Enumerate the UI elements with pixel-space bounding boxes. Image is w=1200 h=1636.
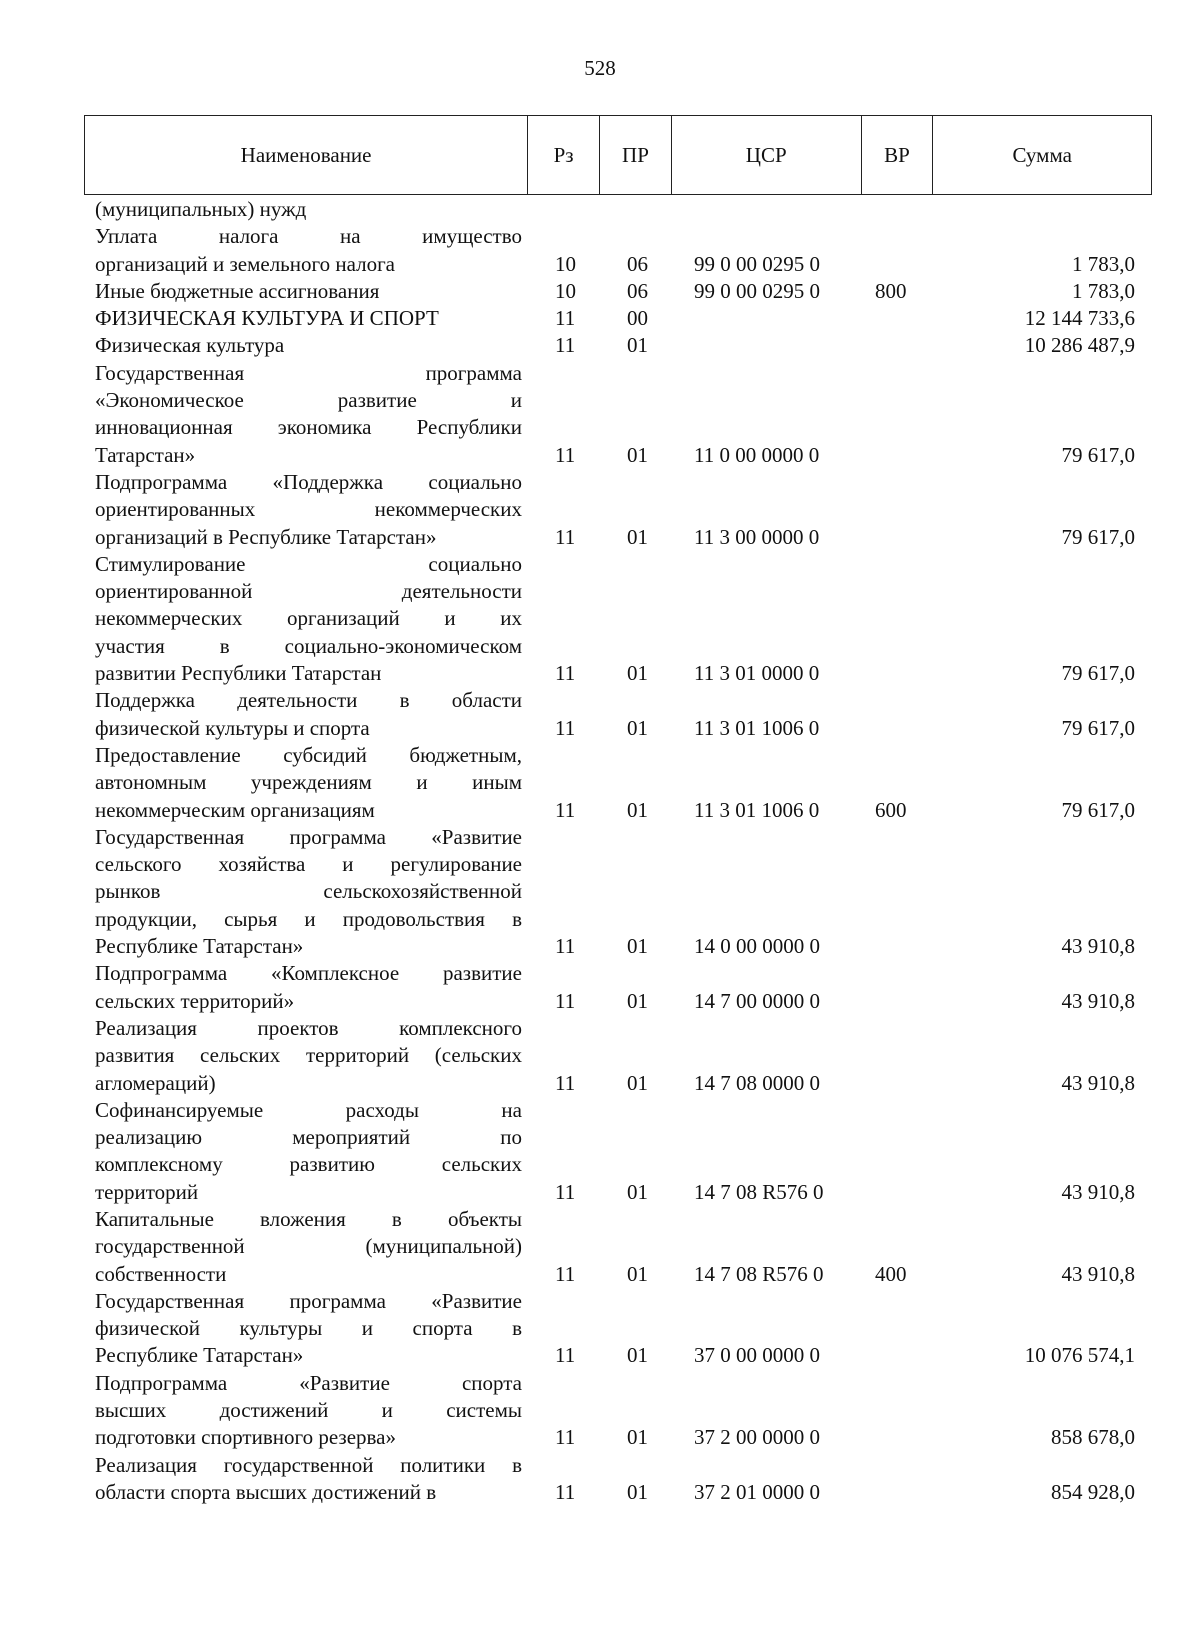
row-name: [95, 223, 522, 278]
row-rz: 11: [555, 524, 576, 549]
row-pr: 01: [627, 1179, 648, 1204]
table-row: [0, 1097, 1200, 1206]
row-csr: 99 0 00 0295 0: [694, 251, 820, 276]
row-name-line: участия в социально-экономическом: [95, 633, 522, 658]
row-name-line: Поддержка деятельности в области: [95, 688, 522, 713]
row-name-line: физической культуры и спорта в: [95, 1316, 522, 1341]
row-sum: 79 617,0: [1061, 797, 1135, 822]
row-rz: 11: [555, 797, 576, 822]
table-row: [0, 1206, 1200, 1288]
row-vr: 800: [875, 278, 907, 303]
row-name-line: собственности: [95, 1261, 227, 1286]
row-name-line: некоммерческим организациям: [95, 797, 375, 822]
table-row: [0, 551, 1200, 687]
table-body: [0, 196, 1200, 1506]
row-sum: 1 783,0: [1072, 278, 1135, 303]
row-csr: 11 3 00 0000 0: [694, 524, 820, 549]
row-rz: 11: [555, 715, 576, 740]
table-row: [0, 742, 1200, 824]
row-csr: 11 3 01 0000 0: [694, 661, 820, 686]
row-pr: 00: [627, 306, 648, 331]
header-sum: Сумма: [1012, 142, 1072, 167]
row-name-line: Подпрограмма «Поддержка социально: [95, 469, 522, 494]
row-pr: 06: [627, 278, 648, 303]
row-name-line: области спорта высших достижений в: [95, 1479, 437, 1504]
row-name: [95, 1015, 522, 1097]
row-name-line: Республике Татарстан»: [95, 1343, 304, 1368]
row-name-line: сельского хозяйства и регулирование: [95, 852, 522, 877]
row-pr: 01: [627, 1479, 648, 1504]
row-name: [95, 196, 522, 223]
table-row: [0, 278, 1200, 305]
table-row: [0, 360, 1200, 469]
row-name-line: комплексному развитию сельских: [95, 1152, 522, 1177]
row-rz: 11: [555, 988, 576, 1013]
row-name-line: «Экономическое развитие и: [95, 388, 522, 413]
row-csr: 37 2 01 0000 0: [694, 1479, 820, 1504]
row-name-line: ФИЗИЧЕСКАЯ КУЛЬТУРА И СПОРТ: [95, 306, 439, 331]
row-name: [95, 332, 522, 359]
row-csr: 11 3 01 1006 0: [694, 797, 820, 822]
page-number: 528: [584, 56, 616, 80]
table-row: [0, 223, 1200, 278]
row-name-line: организаций и земельного налога: [95, 251, 395, 276]
row-name-line: рынков сельскохозяйственной: [95, 879, 522, 904]
header-csr: ЦСР: [672, 116, 862, 194]
row-name: [95, 824, 522, 960]
row-vr: 400: [875, 1261, 907, 1286]
table-row: [0, 196, 1200, 223]
row-name-line: инновационная экономика Республики: [95, 415, 522, 440]
row-name-line: развитии Республики Татарстан: [95, 661, 382, 686]
row-name-line: Татарстан»: [95, 442, 196, 467]
row-name: [95, 1452, 522, 1507]
row-name-line: государственной (муниципальной): [95, 1234, 522, 1259]
row-sum: 1 783,0: [1072, 251, 1135, 276]
row-name-line: Государственная программа «Развитие: [95, 1288, 522, 1313]
table-row: [0, 1452, 1200, 1507]
row-sum: 858 678,0: [1051, 1425, 1135, 1450]
row-name: [95, 1206, 522, 1288]
row-pr: 01: [627, 1343, 648, 1368]
row-name-line: Республике Татарстан»: [95, 934, 304, 959]
row-pr: 01: [627, 1425, 648, 1450]
row-name-line: ориентированной деятельности: [95, 579, 522, 604]
row-sum: 43 910,8: [1061, 988, 1135, 1013]
row-name-line: Иные бюджетные ассигнования: [95, 278, 380, 303]
row-name-line: развития сельских территорий (сельских: [95, 1043, 522, 1068]
table-row: [0, 469, 1200, 551]
table-row: [0, 1370, 1200, 1452]
row-csr: 14 7 00 0000 0: [694, 988, 820, 1013]
row-pr: 01: [627, 333, 648, 358]
row-pr: 01: [627, 661, 648, 686]
row-pr: 01: [627, 715, 648, 740]
row-name: [95, 360, 522, 469]
row-vr: 600: [875, 797, 907, 822]
row-name: [95, 742, 522, 824]
row-sum: 79 617,0: [1061, 715, 1135, 740]
table-row: [0, 824, 1200, 960]
row-sum: 43 910,8: [1061, 1070, 1135, 1095]
row-csr: 14 7 08 R576 0: [694, 1179, 824, 1204]
row-sum: 854 928,0: [1051, 1479, 1135, 1504]
row-name-line: сельских территорий»: [95, 988, 295, 1013]
row-csr: 14 0 00 0000 0: [694, 934, 820, 959]
row-name-line: (муниципальных) нужд: [95, 197, 307, 221]
row-name: [95, 278, 522, 305]
row-name-line: Государственная программа: [95, 360, 522, 385]
row-sum: 10 286 487,9: [1024, 333, 1135, 358]
row-rz: 11: [555, 1425, 576, 1450]
row-rz: 10: [555, 278, 576, 303]
row-pr: 01: [627, 1261, 648, 1286]
row-sum: 43 910,8: [1061, 1261, 1135, 1286]
row-name-line: Подпрограмма «Комплексное развитие: [95, 961, 522, 986]
row-name: [95, 1370, 522, 1452]
header-pr: ПР: [600, 116, 672, 194]
row-name: [95, 960, 522, 1015]
row-name-line: Подпрограмма «Развитие спорта: [95, 1370, 522, 1395]
row-csr: 14 7 08 R576 0: [694, 1261, 824, 1286]
row-rz: 11: [555, 1179, 576, 1204]
row-name-line: подготовки спортивного резерва»: [95, 1425, 396, 1450]
table-row: [0, 687, 1200, 742]
row-name: [95, 1097, 522, 1206]
row-sum: 10 076 574,1: [1024, 1343, 1135, 1368]
table-row: [0, 960, 1200, 1015]
row-sum: 79 617,0: [1061, 661, 1135, 686]
row-sum: 79 617,0: [1061, 442, 1135, 467]
row-name-line: реализацию мероприятий по: [95, 1125, 522, 1150]
row-rz: 11: [555, 1479, 576, 1504]
row-sum: 79 617,0: [1061, 524, 1135, 549]
row-name-line: Реализация проектов комплексного: [95, 1015, 522, 1040]
table-row: [0, 332, 1200, 359]
row-rz: 11: [555, 306, 576, 331]
row-pr: 01: [627, 1070, 648, 1095]
row-sum: 43 910,8: [1061, 1179, 1135, 1204]
row-rz: 11: [555, 661, 576, 686]
row-pr: 01: [627, 988, 648, 1013]
row-rz: 11: [555, 1343, 576, 1368]
row-rz: 11: [555, 1070, 576, 1095]
header-name: Наименование: [85, 116, 528, 194]
row-name: [95, 469, 522, 551]
row-name: [95, 687, 522, 742]
row-sum: 43 910,8: [1061, 934, 1135, 959]
row-name-line: организаций в Республике Татарстан»: [95, 524, 437, 549]
row-csr: 11 3 01 1006 0: [694, 715, 820, 740]
row-name-line: высших достижений и системы: [95, 1398, 522, 1423]
row-rz: 11: [555, 934, 576, 959]
row-name-line: Уплата налога на имущество: [95, 224, 522, 249]
row-name-line: некоммерческих организаций и их: [95, 606, 522, 631]
table-row: [0, 305, 1200, 332]
row-name: [95, 1288, 522, 1370]
table-row: [0, 1015, 1200, 1097]
row-name-line: физической культуры и спорта: [95, 715, 370, 740]
row-name-line: Капитальные вложения в объекты: [95, 1206, 522, 1231]
row-rz: 10: [555, 251, 576, 276]
row-name-line: Стимулирование социально: [95, 551, 522, 576]
row-name-line: Предоставление субсидий бюджетным,: [95, 742, 522, 767]
row-name: [95, 305, 522, 332]
header-rz: Рз: [528, 116, 600, 194]
row-name-line: территорий: [95, 1179, 199, 1204]
row-pr: 06: [627, 251, 648, 276]
row-name-line: Физическая культура: [95, 333, 285, 358]
row-pr: 01: [627, 442, 648, 467]
table-header: [84, 115, 1152, 195]
row-csr: 14 7 08 0000 0: [694, 1070, 820, 1095]
row-pr: 01: [627, 524, 648, 549]
row-name-line: Софинансируемые расходы на: [95, 1097, 522, 1122]
row-pr: 01: [627, 934, 648, 959]
row-csr: 37 2 00 0000 0: [694, 1425, 820, 1450]
row-rz: 11: [555, 442, 576, 467]
row-name-line: ориентированных некоммерческих: [95, 497, 522, 522]
row-csr: 11 0 00 0000 0: [694, 442, 820, 467]
row-rz: 11: [555, 1261, 576, 1286]
row-name-line: агломераций): [95, 1070, 216, 1095]
row-sum: 12 144 733,6: [1024, 306, 1135, 331]
row-name-line: Реализация государственной политики в: [95, 1452, 522, 1477]
row-csr: 37 0 00 0000 0: [694, 1343, 820, 1368]
row-csr: 99 0 00 0295 0: [694, 278, 820, 303]
row-name-line: Государственная программа «Развитие: [95, 824, 522, 849]
row-name-line: автономным учреждениям и иным: [95, 770, 522, 795]
row-pr: 01: [627, 797, 648, 822]
row-rz: 11: [555, 333, 576, 358]
table-row: [0, 1288, 1200, 1370]
row-name: [95, 551, 522, 687]
row-name-line: продукции, сырья и продовольствия в: [95, 906, 522, 931]
header-vr: ВР: [862, 116, 934, 194]
